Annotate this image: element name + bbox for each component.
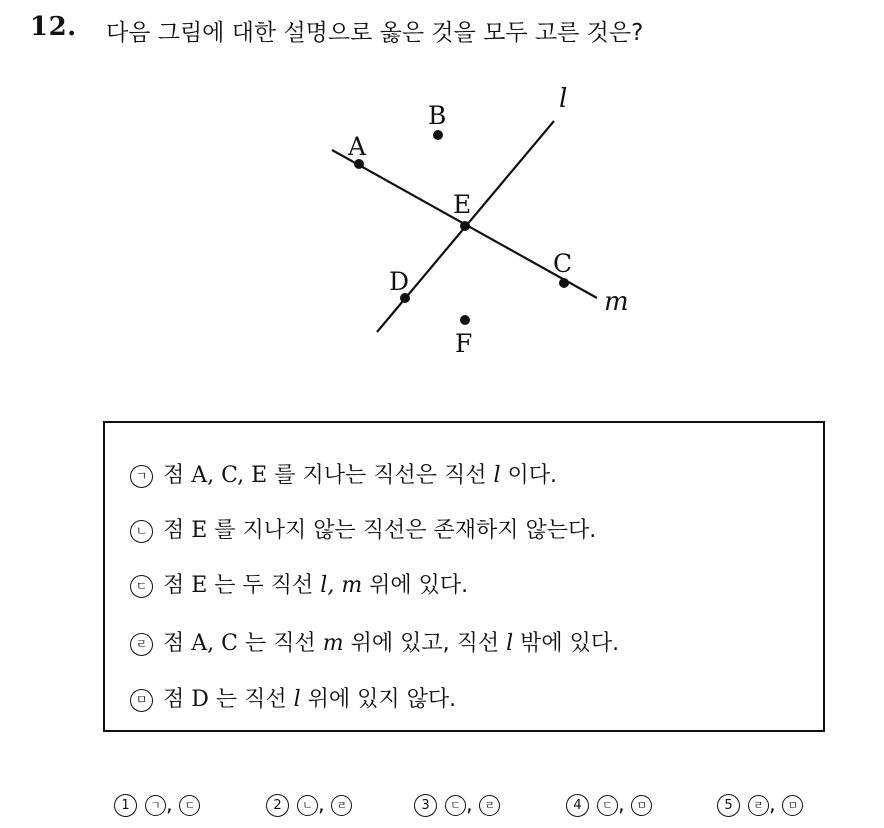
geometry-figure <box>0 0 884 400</box>
statement-marker: ㄱ <box>130 465 153 488</box>
choice-2[interactable]: 2 ㄴ , ㄹ <box>266 792 352 817</box>
statement-2: ㄴ 점 E 를 지나지 않는 직선은 존재하지 않는다. <box>130 514 596 548</box>
line-m-label: m <box>604 287 629 317</box>
point-b-label: B <box>428 101 447 130</box>
statement-5: ㅁ 점 D 는 직선 l 위에 있지 않다. <box>130 683 456 717</box>
question-number: 12. <box>30 12 77 42</box>
point-c-label: C <box>553 249 573 278</box>
point-b-dot <box>433 130 443 140</box>
statement-marker: ㄹ <box>130 633 153 656</box>
point-e-dot <box>460 221 470 231</box>
statement-4: ㄹ 점 A, C 는 직선 m 위에 있고, 직선 l 밖에 있다. <box>130 627 619 661</box>
point-f-label: F <box>455 329 473 358</box>
line-l-label: l <box>559 84 568 114</box>
point-e-label: E <box>453 190 472 219</box>
point-d-label: D <box>389 267 410 296</box>
choice-1[interactable]: 1 ㄱ , ㄷ <box>114 792 200 817</box>
statement-1: ㄱ 점 A, C, E 를 지나는 직선은 직선 l 이다. <box>130 459 557 493</box>
statement-marker: ㄴ <box>130 520 153 543</box>
statement-marker: ㅁ <box>130 689 153 712</box>
statement-marker: ㄷ <box>130 575 153 598</box>
point-a-label: A <box>348 132 367 161</box>
statement-3: ㄷ 점 E 는 두 직선 l, m 위에 있다. <box>130 569 468 603</box>
question-text: 다음 그림에 대한 설명으로 옳은 것을 모두 고른 것은? <box>106 20 644 46</box>
choice-4[interactable]: 4 ㄷ , ㅁ <box>566 792 652 817</box>
point-f-dot <box>460 315 470 325</box>
choice-3[interactable]: 3 ㄷ , ㄹ <box>414 792 500 817</box>
point-c-dot <box>559 278 569 288</box>
choice-5[interactable]: 5 ㄹ , ㅁ <box>717 792 803 817</box>
answer-choices <box>114 792 834 828</box>
